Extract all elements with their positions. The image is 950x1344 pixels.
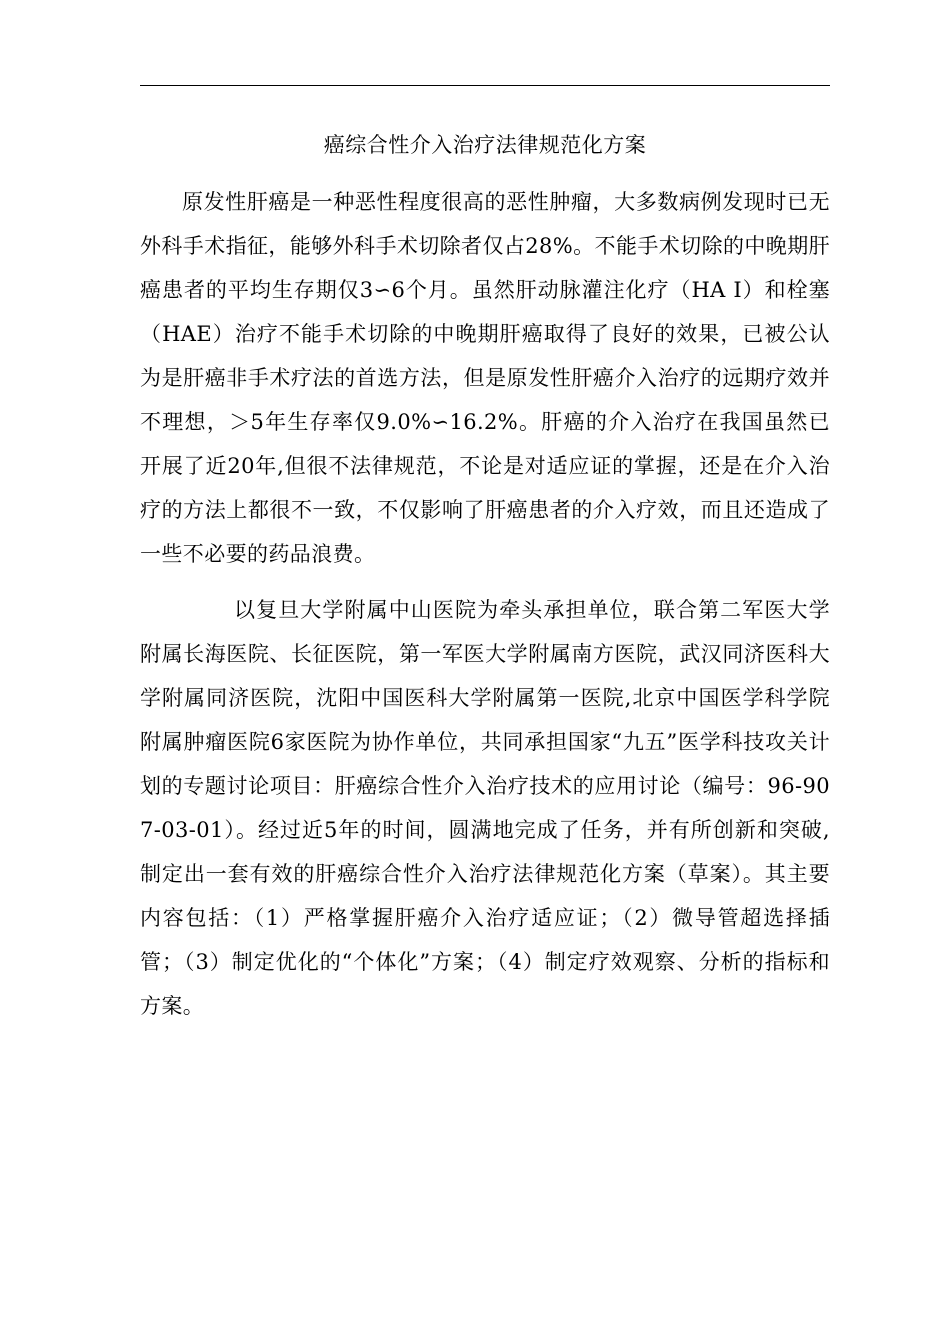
paragraph-1: 原发性肝癌是一种恶性程度很高的恶性肿瘤，大多数病例发现时已无外科手术指征，能够外科手术切除者仅占28%。不能手术切除的中晚期肝癌患者的平均生存期仅3∽6个月。虽然肝动脉灌注化疗（HA I）和栓塞（HAE）治疗不能手术切除的中晚期肝癌取得了良好的效果，已被公认为是肝癌非手术疗法的首选方法，但是原发性肝癌介入治疗的远期疗效并不理想，＞5年生存率仅9.0%∽16.2%。肝癌的介入治疗在我国虽然已开展了近20年,但很不法律规范，不论是对适应证的掌握，还是在介入治疗的方法上都很不一致，不仅影响了肝癌患者的介入疗效，而且还造成了一些不必要的药品浪费。: [140, 190, 830, 566]
document-body: [140, 180, 830, 1028]
document-title: 癌综合性介入治疗法律规范化方案: [323, 133, 647, 157]
paragraph-2: 以复旦大学附属中山医院为牵头承担单位，联合第二军医大学附属长海医院、长征医院，第一军医大学附属南方医院，武汉同济医科大学附属同济医院，沈阳中国医科大学附属第一医院,北京中国医学科学院附属肿瘤医院6家医院为协作单位，共同承担国家“九五”医学科技攻关计划的专题讨论项目：肝癌综合性介入治疗技术的应用讨论（编号：96-907-03-01）。经过近5年的时间，圆满地完成了任务，并有所创新和突破,制定出一套有效的肝癌综合性介入治疗法律规范化方案（草案）。其主要内容包括：（1）严格掌握肝癌介入治疗适应证；（2）微导管超选择插管；（3）制定优化的“个体化”方案；（4）制定疗效观察、分析的指标和方案。: [140, 598, 830, 1018]
header-rule: [140, 85, 830, 86]
